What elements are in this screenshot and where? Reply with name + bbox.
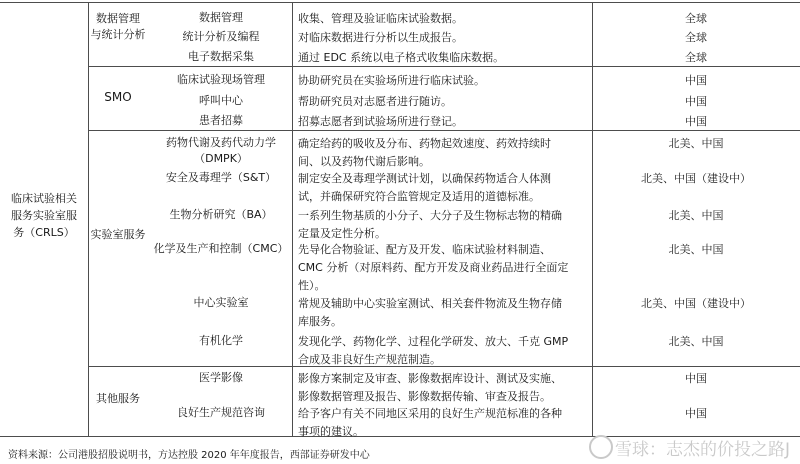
service-description: 先导化合物验证、配方及开发、临床试验材料制造、 CMC 分析（对原料药、配方开发及商业药品进行全面定 性）。 (298, 243, 569, 292)
service-description: 通过 EDC 系统以电子格式收集临床数据。 (298, 51, 505, 64)
watermark: 雪球：志杰的价投之路J (589, 435, 790, 460)
service-region: 中国 (685, 372, 707, 385)
service-name: 呼叫中心 (199, 94, 243, 107)
rule-top (0, 2, 800, 3)
service-name: 数据管理 (199, 11, 243, 24)
service-description: 确定给药的吸收及分布、药物起效速度、药效持续时 间、以及药物代谢后影响。 (298, 137, 551, 168)
service-name: 良好生产规范咨询 (177, 406, 265, 419)
service-name: 有机化学 (199, 334, 243, 347)
service-region: 北美、中国 (668, 335, 724, 348)
category-other-services: 其他服务 (96, 392, 140, 405)
service-region: 北美、中国 (668, 243, 724, 256)
service-region: 北美、中国（建设中） (641, 172, 751, 185)
service-region: 北美、中国 (668, 137, 724, 150)
service-description: 对临床数据进行分析以生成报告。 (298, 31, 463, 44)
service-name: 医学影像 (199, 371, 243, 384)
service-region: 全球 (685, 31, 707, 44)
service-region: 全球 (685, 12, 707, 25)
category-lab-services: 实验室服务 (90, 228, 146, 241)
service-region: 中国 (685, 115, 707, 128)
service-name: 生物分析研究（BA） (169, 208, 273, 221)
service-description: 收集、管理及验证临床试验数据。 (298, 12, 463, 25)
service-region: 北美、中国（建设中） (641, 297, 751, 310)
service-description: 给予客户有关不同地区采用的良好生产规范标准的各种 事项的建议。 (298, 407, 562, 438)
col-sep-1 (88, 2, 89, 436)
service-name: 化学及生产和控制（CMC） (153, 242, 289, 255)
col-sep-2 (292, 2, 293, 436)
service-region: 北美、中国 (668, 209, 724, 222)
service-region: 中国 (685, 407, 707, 420)
service-name: 药物代谢及药代动力学 （DMPK） (166, 136, 276, 165)
service-description: 帮助研究员对志愿者进行随访。 (298, 95, 452, 108)
snowball-logo-icon (589, 435, 613, 459)
service-description: 影像方案制定及审查、影像数据库设计、测试及实施、 影像数据管理及报告、影像数据传输、审查及报告。 (298, 372, 562, 403)
service-region: 中国 (685, 95, 707, 108)
service-name: 临床试验现场管理 (177, 73, 265, 86)
category-smo: SMO (104, 90, 132, 104)
service-name: 患者招募 (199, 114, 243, 127)
service-name: 安全及毒理学（S&T） (165, 171, 277, 184)
service-description: 制定安全及毒理学测试计划，以确保药物适合人体测 试，并确保研究符合监管规定及适用的道德标准。 (298, 172, 551, 203)
service-name: 中心实验室 (193, 296, 249, 309)
category-crls: 临床试验相关 服务实验室服 务（CRLS） (11, 192, 77, 239)
service-description: 常规及辅助中心实验室测试、相关套件物流及生物存储 库服务。 (298, 297, 562, 328)
service-name: 电子数据采集 (188, 50, 254, 63)
service-description: 协助研究员在实验场所进行临床试验。 (298, 74, 485, 87)
service-description: 招募志愿者到试验场所进行登记。 (298, 115, 463, 128)
source-note: 资料来源：公司港股招股说明书，方达控股 2020 年年度报告，西部证券研发中心 (8, 450, 370, 461)
service-description: 一系列生物基质的小分子、大分子及生物标志物的精确 定量及定性分析。 (298, 209, 562, 240)
category-data-mgmt: 数据管理 与统计分析 (90, 12, 146, 41)
service-region: 中国 (685, 74, 707, 87)
service-description: 发现化学、药物化学、过程化学研发、放大、千克 GMP 合成及非良好生产规范制造。 (298, 335, 569, 366)
service-region: 全球 (685, 51, 707, 64)
service-name: 统计分析及编程 (182, 30, 260, 43)
